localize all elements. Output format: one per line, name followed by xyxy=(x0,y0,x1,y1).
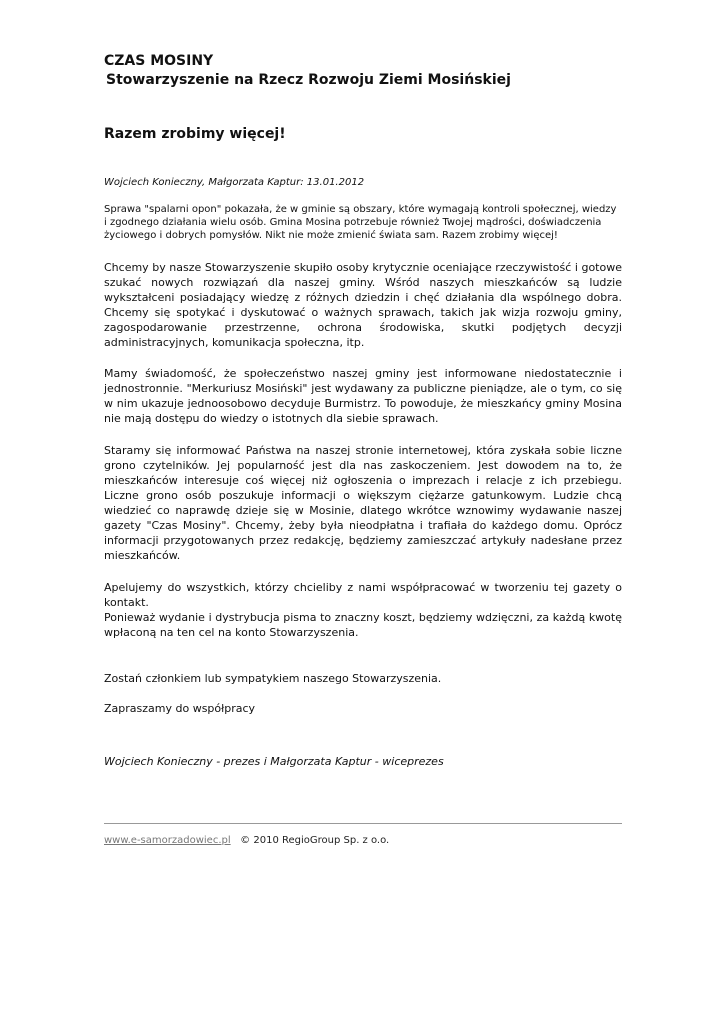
document-page xyxy=(104,52,622,847)
footer-divider xyxy=(104,823,622,824)
article-paragraph: Zostań członkiem lub sympatykiem naszego Stowarzyszenia. xyxy=(104,672,442,685)
article-headline: Razem zrobimy więcej! xyxy=(104,126,286,142)
article-paragraph: Staramy się informować Państwa na naszej stronie internetowej, która zyskała sobie liczne grono czytelników. Jej popularność jest dla nas zaskoczeniem. Jest dowodem na to, że mieszkańców interesuje coś więcej niż ogłoszenia o imprezach i relacje z ich przebiegu. Liczne grono osób poszukuje informacji o większym ciężarze gatunkowym. Ludzie chcą wiedzieć co naprawdę dzieje się w Mosinie, dlatego wkrótce wznowimy wydawanie naszej gazety "Czas Mosiny". Chcemy, żeby była nieodpłatna i trafiała do każdego domu. Oprócz informacji przygotowanych przez redakcję, będziemy zamieszczać artykuły nadesłane przez mieszkańców. xyxy=(104,444,622,562)
publication-title: CZAS MOSINY xyxy=(104,53,214,69)
article-paragraph: Zapraszamy do współpracy xyxy=(104,702,256,715)
article-byline: Wojciech Konieczny, Małgorzata Kaptur: 13.01.2012 xyxy=(104,177,365,188)
article-paragraph: Mamy świadomość, że społeczeństwo naszej gminy jest informowane niedostatecznie i jednostronnie. "Merkuriusz Mosiński" jest wydawany za publiczne pieniądze, ale o tym, co się w nim ukazuje jednoosobowo decyduje Burmistrz. To powoduje, że mieszkańcy gminy Mosina nie mają dostępu do wiedzy o istotnych dla siebie sprawach. xyxy=(104,367,622,425)
article-paragraph: Chcemy by nasze Stowarzyszenie skupiło osoby krytycznie oceniające rzeczywistość i gotowe szukać nowych rozwiązań dla naszej gminy. Wśród naszych mieszkańców są ludzie wykształceni posiadający wiedzę z różnych dziedzin i chęć działania dla wspólnego dobra. Chcemy się spotykać i dyskutować o ważnych sprawach, takich jak wizja rozwoju gminy, zagospodarowanie przestrzenne, ochrona środowiska, skutki podjętych decyzji administracyjnych, komunikacja społeczna, itp. xyxy=(104,261,622,349)
footer-site-link[interactable]: www.e-samorzadowiec.pl xyxy=(104,835,231,846)
article-signature: Wojciech Konieczny - prezes i Małgorzata Kaptur - wiceprezes xyxy=(104,755,444,768)
page-footer xyxy=(104,834,622,847)
association-name: Stowarzyszenie na Rzecz Rozwoju Ziemi Mosińskiej xyxy=(106,72,511,88)
footer-copyright: © 2010 RegioGroup Sp. z o.o. xyxy=(240,835,390,846)
article-lead: Sprawa "spalarni opon" pokazała, że w gminie są obszary, które wymagają kontroli społecznej, wiedzy i zgodnego działania wielu osób. Gmina Mosina potrzebuje również Twojej mądrości, doświadczenia życiowego i dobrych pomysłów. Nikt nie może zmienić świata sam. Razem zrobimy więcej! xyxy=(104,204,617,241)
article-paragraph: Apelujemy do wszystkich, którzy chcieliby z nami współpracować w tworzeniu tej gazety o kontakt. Ponieważ wydanie i dystrybucja pisma to znaczny koszt, będziemy wdzięczni, za każdą kwotę wpłaconą na ten cel na konto Stowarzyszenia. xyxy=(104,581,622,639)
